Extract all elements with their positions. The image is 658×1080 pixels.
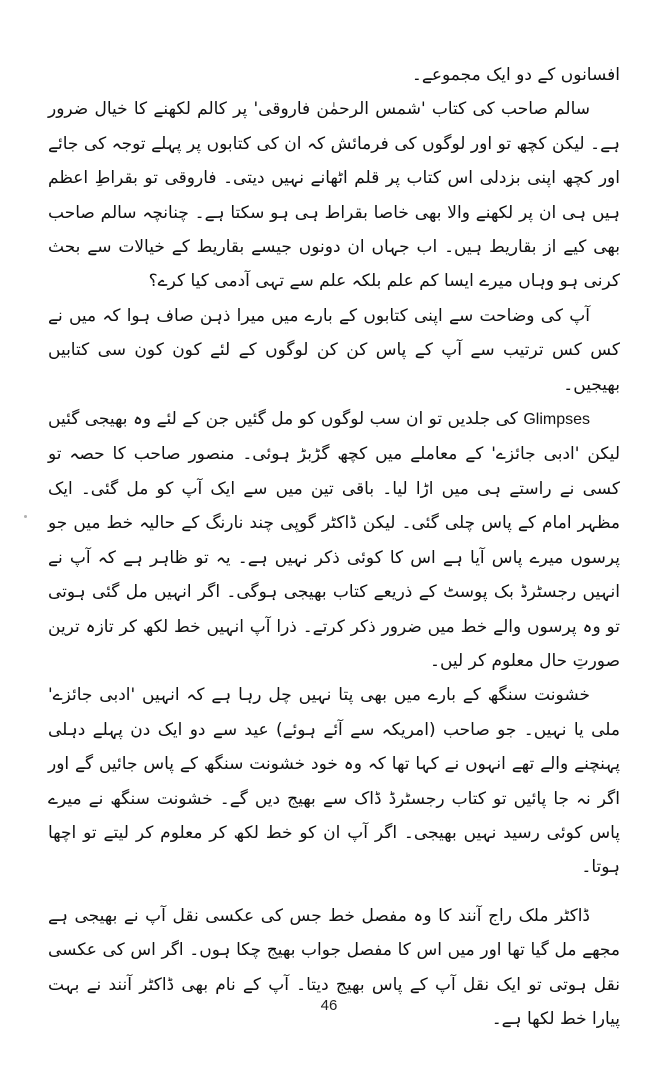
page-number: 46 (320, 997, 338, 1014)
paragraph-4-text: کی جلدیں تو ان سب لوگوں کو مل گئیں جن کے لئے وہ بھیجی گئیں لیکن 'ادبی جائزے' کے معاملے میں کچھ گڑبڑ ہوئی۔ منصور صاحب کا حصہ تو کسی نے راستے ہی میں اڑا لیا۔ باقی تین میں سے ایک آپ کو مل گئی۔ ایک مظہر امام کے پاس چلی گئی۔ لیکن ڈاکٹر گوپی چند نارنگ کے حالیہ خط میں جو پرسوں میرے پاس آیا ہے اس کا کوئی ذکر نہیں ہے۔ یہ تو ظاہر ہے کہ آپ نے انہیں رجسٹرڈ بک پوسٹ کے ذریعے کتاب بھیجی ہوگی۔ اگر انہیں مل گئی ہوتی تو وہ پرسوں والے خط میں ضرور ذکر کرتے۔ ذرا آپ انہیں خط لکھ کر تازہ ترین صورتِ حال معلوم کر لیں۔ (48, 409, 620, 671)
page-body (48, 58, 620, 1036)
paragraph-2: سالم صاحب کی کتاب 'شمس الرحمٰن فاروقی' پر کالم لکھنے کا خیال ضرور ہے۔ لیکن کچھ تو اور لوگوں کی فرمائش کہ ان کی کتابوں پر پہلے توجہ کی جائے اور کچھ اپنی بزدلی اس کتاب پر قلم اٹھانے نہیں دیتی۔ فاروقی تو بقراطِ اعظم ہیں ہی ان پر لکھنے والا بھی خاصا بقراط ہی ہو سکتا ہے۔ چنانچہ سالم صاحب بھی کیے از بقاریط ہیں۔ اب جہاں ان دونوں جیسے بقاریط کے خیالات سے بحث کرنی ہو وہاں میرے ایسا کم علم بلکہ علم سے تہی آدمی کیا کرے؟ (48, 99, 620, 292)
glimpses-word: Glimpses (523, 411, 591, 429)
scan-speck (24, 515, 27, 518)
paragraph-1: افسانوں کے دو ایک مجموعے۔ (411, 65, 620, 85)
paragraph-6: ڈاکٹر ملک راج آنند کا وہ مفصل خط جس کی عکسی نقل آپ نے بھیجی ہے مجھے مل گیا تھا اور میں اس کا مفصل جواب بھیج چکا ہوں۔ اگر اس کی عکسی نقل ہوتی تو ایک نقل آپ کے پاس بھیج دیتا۔ آپ کے نام بھی ڈاکٹر آنند نے بہت پیارا خط لکھا ہے۔ (48, 905, 620, 1029)
paragraph-4 (48, 402, 620, 678)
paragraph-5: خشونت سنگھ کے بارے میں بھی پتا نہیں چل رہا ہے کہ انہیں 'ادبی جائزے' ملی یا نہیں۔ جو صاحب (امریکہ سے آئے ہوئے) عید سے دو ایک دن پہلے دہلی پہنچنے والے تھے انہوں نے کہا تھا کہ وہ خود خشونت سنگھ کے پاس جائیں گے اور اگر نہ جا پائیں تو کتاب رجسٹرڈ ڈاک سے بھیج دیں گے۔ خشونت سنگھ نے میرے پاس کوئی رسید نہیں بھیجی۔ اگر آپ ان کو خط لکھ کر معلوم کر لیتے تو اچھا ہوتا۔ (48, 685, 620, 878)
paragraph-3: آپ کی وضاحت سے اپنی کتابوں کے بارے میں میرا ذہن صاف ہوا کہ میں نے کس کس ترتیب سے آپ کے پاس کن کن لوگوں کے لئے کون کون سی کتابیں بھیجیں۔ (48, 305, 620, 395)
